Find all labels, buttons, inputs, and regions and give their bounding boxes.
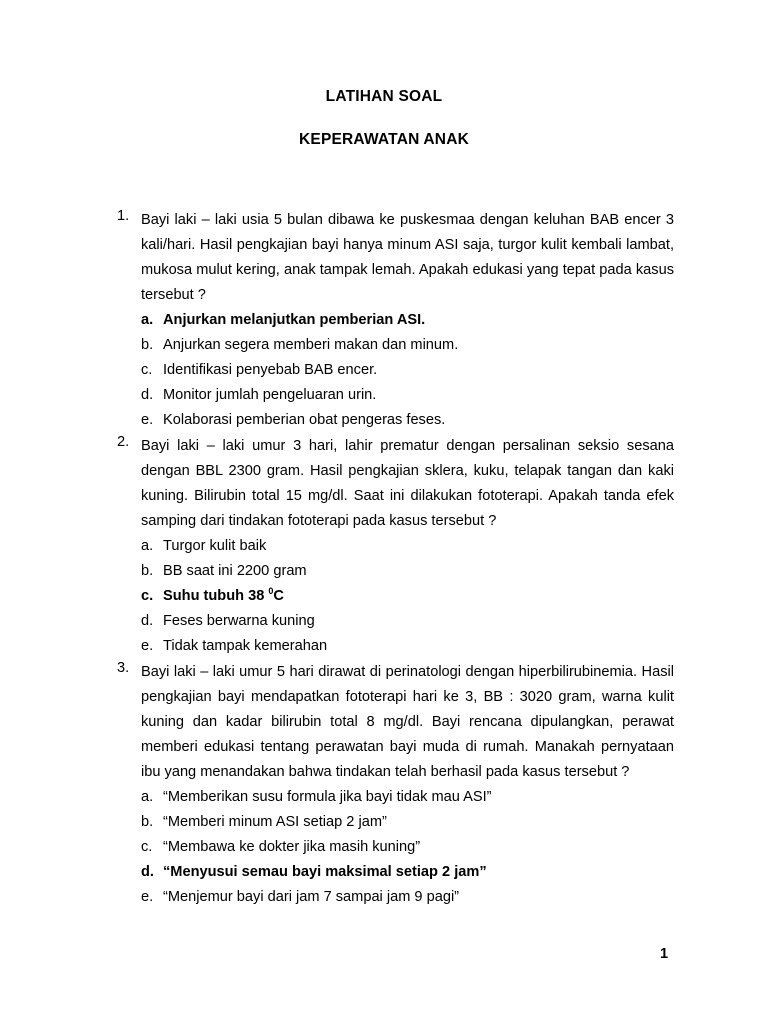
option-text: Feses berwarna kuning — [163, 613, 315, 629]
option-list — [141, 534, 674, 659]
option-letter: d. — [141, 864, 154, 880]
option-text: Identifikasi penyebab BAB encer. — [163, 362, 378, 378]
option-text: “Membawa ke dokter jika masih kuning” — [163, 839, 421, 855]
option-text-unit: C — [273, 588, 284, 604]
option-b — [141, 810, 674, 835]
option-letter: e. — [141, 412, 154, 428]
option-letter: a. — [141, 312, 154, 328]
option-text: Turgor kulit baik — [163, 538, 267, 554]
option-d — [141, 609, 674, 634]
option-e — [141, 408, 674, 433]
option-letter: d. — [141, 613, 154, 629]
question-number: 2. — [117, 434, 130, 450]
option-d — [141, 383, 674, 408]
option-text: “Memberi minum ASI setiap 2 jam” — [163, 814, 387, 830]
option-text: BB saat ini 2200 gram — [163, 563, 307, 579]
option-letter: c. — [141, 362, 153, 378]
option-d — [141, 860, 674, 885]
option-e — [141, 634, 674, 659]
option-a — [141, 785, 674, 810]
option-a — [141, 534, 674, 559]
option-text — [163, 584, 284, 609]
option-c — [141, 584, 674, 609]
option-text: Kolaborasi pemberian obat pengeras feses. — [163, 412, 446, 428]
question-number: 1. — [117, 208, 130, 224]
option-list — [141, 785, 674, 910]
option-text: Anjurkan segera memberi makan dan minum. — [163, 337, 459, 353]
option-letter: b. — [141, 337, 154, 353]
option-text: Monitor jumlah pengeluaran urin. — [163, 387, 377, 403]
option-letter: a. — [141, 789, 154, 805]
option-b — [141, 333, 674, 358]
degree-superscript: 0 — [268, 586, 274, 596]
page-number: 1 — [660, 946, 669, 962]
question-2 — [117, 434, 674, 659]
option-letter: b. — [141, 563, 154, 579]
question-stem: Bayi laki – laki usia 5 bulan dibawa ke puskesmaa dengan keluhan BAB encer 3 kali/hari. Hasil pengkajian bayi hanya minum ASI saja, turgor kulit kembali lambat, mukosa mulut kering, anak tampak lemah. Apakah edukasi yang tepat pada kasus tersebut ? — [141, 212, 674, 303]
option-text: “Menyusui semau bayi maksimal setiap 2 jam” — [163, 864, 487, 880]
page-title: LATIHAN SOAL — [325, 88, 443, 105]
question-3 — [117, 660, 674, 910]
option-letter: e. — [141, 889, 154, 905]
option-e — [141, 885, 674, 910]
option-b — [141, 559, 674, 584]
option-text: “Menjemur bayi dari jam 7 sampai jam 9 pagi” — [163, 889, 460, 905]
option-letter: d. — [141, 387, 154, 403]
question-number: 3. — [117, 660, 130, 676]
option-c — [141, 358, 674, 383]
page-subtitle: KEPERAWATAN ANAK — [299, 131, 469, 148]
option-letter: c. — [141, 839, 153, 855]
option-letter: e. — [141, 638, 154, 654]
question-1 — [117, 208, 674, 433]
option-text: “Memberikan susu formula jika bayi tidak mau ASI” — [163, 789, 492, 805]
option-a — [141, 308, 674, 333]
option-c — [141, 835, 674, 860]
question-stem: Bayi laki – laki umur 3 hari, lahir prematur dengan persalinan seksio sesana dengan BBL 2300 gram. Hasil pengkajian sklera, kuku, telapak tangan dan kaki kuning. Bilirubin total 15 mg/dl. Saat ini dilakukan fototerapi. Apakah tanda efek samping dari tindakan fototerapi pada kasus tersebut ? — [141, 438, 674, 529]
option-letter: a. — [141, 538, 154, 554]
option-letter: c. — [141, 588, 154, 604]
question-stem: Bayi laki – laki umur 5 hari dirawat di perinatologi dengan hiperbilirubinemia. Hasil pengkajian bayi mendapatkan fototerapi hari ke 3, BB : 3020 gram, warna kulit kuning dan kadar bilirubin total 8 mg/dl. Bayi rencana dipulangkan, perawat memberi edukasi tentang perawatan bayi muda di rumah. Manakah pernyataan ibu yang menandakan bahwa tindakan telah berhasil pada kasus tersebut ? — [141, 664, 674, 780]
option-letter: b. — [141, 814, 154, 830]
option-text: Tidak tampak kemerahan — [163, 638, 328, 654]
option-text: Anjurkan melanjutkan pemberian ASI. — [163, 312, 426, 328]
option-text-main: Suhu tubuh 38 — [163, 588, 269, 604]
option-list — [141, 308, 674, 433]
